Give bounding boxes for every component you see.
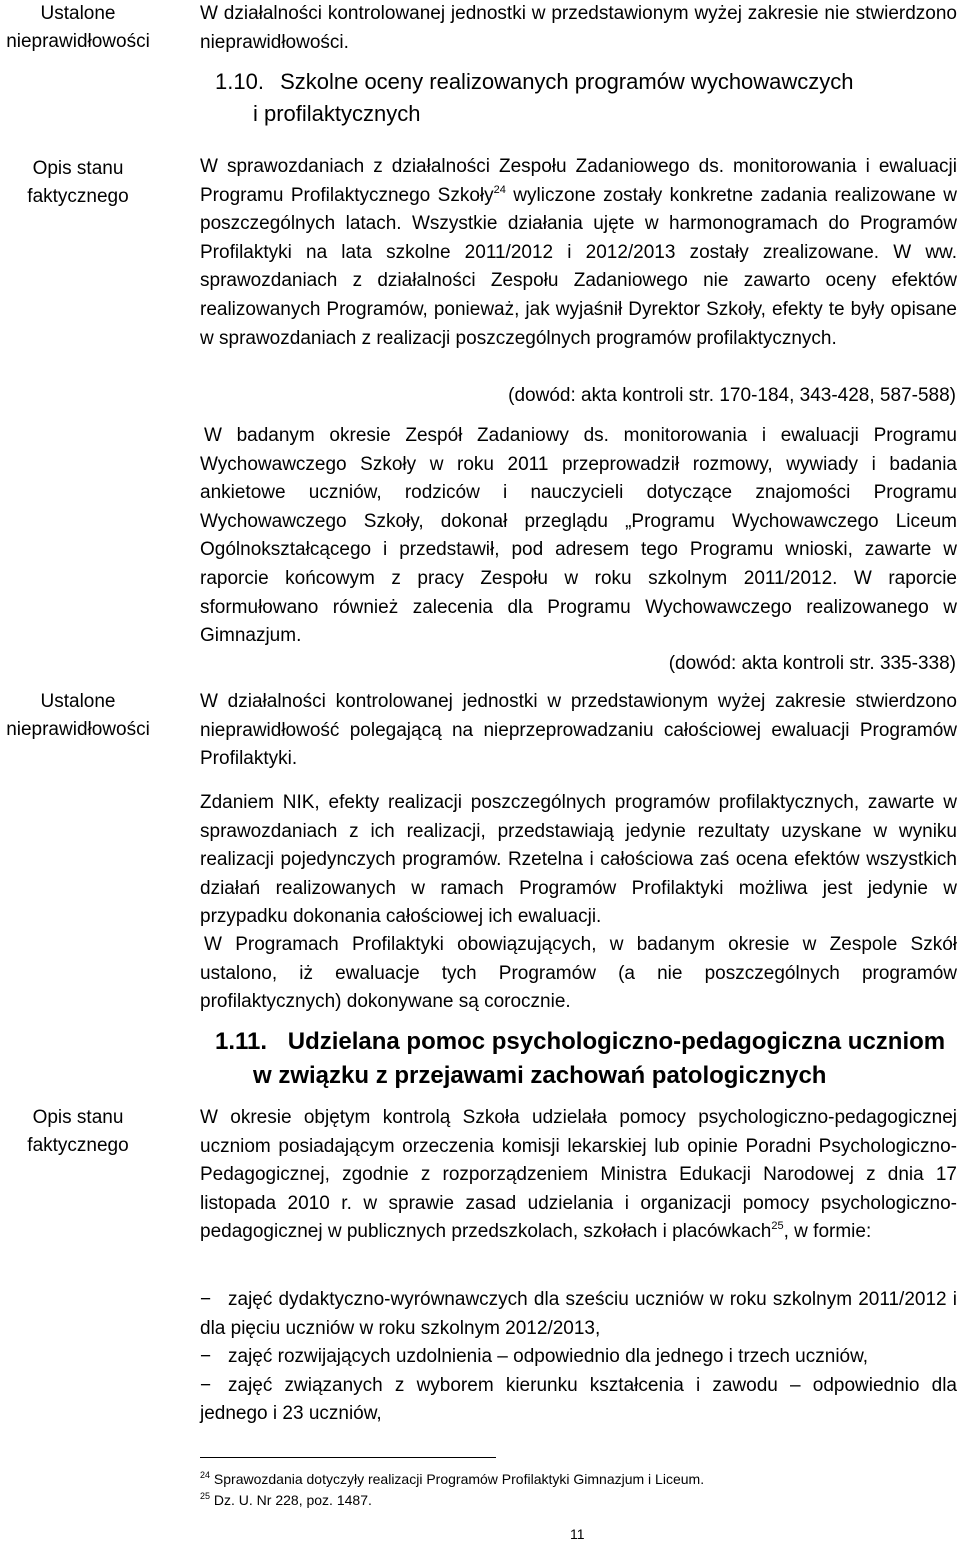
support-forms-list	[200, 1286, 957, 1429]
text-run: wyliczone zostały konkretne zadania realizowane w poszczególnych latach. Wszystkie działania ujęte w harmonogramach do Programów Profilaktyki na lata szkolne 2011/2012 i 2012/2013 zostały zrealizowane. W ww. sprawozdaniach z działalności Zespołu Zadaniowego nie zawarto oceny efektów realizowanych Programów, ponieważ, jak wyjaśnił Dyrektor Szkoły, efekty te były opisane w sprawozdaniach z realizacji poszczególnych programów profilaktycznych.	[200, 184, 957, 349]
footnote-ref: 24	[493, 183, 506, 196]
paragraph-monitoring	[200, 153, 957, 353]
margin-label-facts-1	[0, 155, 156, 211]
footnote-25	[200, 1491, 372, 1509]
section-heading-1-11	[215, 1025, 945, 1059]
paragraph-psych-support	[200, 1104, 957, 1247]
list-item-text: zajęć rozwijających uzdolnienia – odpowiednio dla jednego i trzech uczniów,	[228, 1346, 869, 1368]
text-run: , w formie:	[783, 1221, 872, 1243]
margin-label-line: nieprawidłowości	[6, 31, 150, 52]
text-run: W okresie objętym kontrolą Szkoła udzielała pomocy psychologiczno-pedagogicznej uczniom posiadającym orzeczenia komisji lekarskiej lub opinie Poradni Psychologiczno-Pedagogicznej, zgodnie z rozporządzeniem Ministra Edukacji Narodowej z dnia 17 listopada 2010 r. w sprawie zasad udzielania i organizacji pomocy psychologiczno-pedagogicznej w publicznych przedszkolach, szkołach i placówkach	[200, 1107, 957, 1243]
section-title-line2: i profilaktycznych	[253, 101, 421, 126]
list-item-text: zajęć związanych z wyborem kierunku kształcenia i zawodu – odpowiednio dla jednego i 23 uczniów,	[200, 1374, 957, 1425]
text-run: W sprawozdaniach z działalności Zespołu Zadaniowego ds. monitorowania i ewaluacji Programu Profilaktycznego Szkoły	[200, 156, 957, 206]
dash-bullet-icon: −	[200, 1289, 212, 1310]
margin-label-line: Opis stanu	[32, 1107, 124, 1128]
section-number: 1.11.	[215, 1028, 268, 1055]
margin-label-line: Opis stanu	[32, 158, 124, 179]
page-number: 11	[570, 1526, 585, 1542]
paragraph-irregularity: W działalności kontrolowanej jednostki w przedstawionym wyżej zakresie stwierdzono nieprawidłowość polegającą na nieprzeprowadzaniu całościowej ewaluacji Programów Profilaktyki.	[200, 691, 957, 770]
footnote-text: Dz. U. Nr 228, poz. 1487.	[213, 1492, 372, 1508]
paragraph-annual-evaluation: W Programach Profilaktyki obowiązujących, w badanym okresie w Zespole Szkół ustalono, iż ewaluacje tych Programów (a nie poszczególnych programów profilaktycznych) dokonywane są corocznie.	[200, 934, 957, 1013]
footnote-number: 25	[200, 1491, 211, 1501]
paragraph-nik-opinion: Zdaniem NIK, efekty realizacji poszczególnych programów profilaktycznych, zawarte w sprawozdaniach z ich realizacji, przedstawiają jedynie rezultaty uzyskane w wyniku realizacji pojedynczych programów. Rzetelna i całościowa zaś ocena efektów wszystkich działań realizowanych w ramach Programów Profilaktyki możliwa jest jedynie w przypadku dokonania całościowej ich ewaluacji.	[200, 792, 957, 928]
footnote-ref: 25	[771, 1220, 784, 1233]
dash-bullet-icon: −	[200, 1346, 212, 1368]
margin-label-line: Ustalone	[40, 3, 116, 24]
list-item	[200, 1286, 957, 1343]
list-item	[200, 1343, 957, 1372]
margin-label-facts-2	[0, 1104, 156, 1160]
margin-label-findings-1	[0, 0, 156, 56]
margin-label-line: faktycznego	[27, 186, 129, 207]
section-number: 1.10.	[215, 69, 264, 94]
list-item	[200, 1372, 957, 1429]
footnote-24	[200, 1470, 704, 1488]
intro-paragraph: W działalności kontrolowanej jednostki w przedstawionym wyżej zakresie nie stwierdzono nieprawidłowości.	[200, 3, 957, 53]
dash-bullet-icon: −	[200, 1374, 212, 1396]
section-title-line1: Udzielana pomoc psychologiczno-pedagogiczna uczniom	[287, 1028, 946, 1055]
list-item-text: zajęć dydaktyczno-wyrównawczych dla sześciu uczniów w roku szkolnym 2011/2012 i dla pięciu uczniów w roku szkolnym 2012/2013,	[200, 1289, 957, 1339]
margin-label-line: faktycznego	[27, 1135, 129, 1156]
footnote-text: Sprawozdania dotyczyły realizacji Programów Profilaktyki Gimnazjum i Liceum.	[213, 1471, 705, 1487]
margin-label-findings-2	[0, 688, 156, 744]
footnote-separator	[200, 1457, 496, 1458]
evidence-reference: (dowód: akta kontroli str. 335-338)	[668, 653, 956, 674]
section-title-line2: w związku z przejawami zachowań patologicznych	[253, 1062, 827, 1089]
footnote-number: 24	[200, 1470, 211, 1480]
section-title-line1: Szkolne oceny realizowanych programów wychowawczych	[280, 69, 854, 94]
margin-label-line: Ustalone	[40, 691, 116, 712]
section-heading-1-10	[215, 66, 854, 98]
evidence-reference: (dowód: akta kontroli str. 170-184, 343-428, 587-588)	[508, 385, 956, 406]
paragraph-team-review: W badanym okresie Zespół Zadaniowy ds. monitorowania i ewaluacji Programu Wychowawczego Szkoły w roku 2011 przeprowadził rozmowy, wywiady i badania ankietowe uczniów, rodziców i nauczycieli dotyczące znajomości Programu Wychowawczego Szkoły, dokonał przeglądu „Programu Wychowawczego Liceum Ogólnokształcącego i przedstawił, pod adresem tego Programu wnioski, zawarte w raporcie końcowym z pracy Zespołu w roku szkolnym 2011/2012. W raporcie sformułowano również zalecenia dla Programu Wychowawczego realizowanego w Gimnazjum.	[200, 425, 957, 647]
margin-label-line: nieprawidłowości	[6, 719, 150, 740]
